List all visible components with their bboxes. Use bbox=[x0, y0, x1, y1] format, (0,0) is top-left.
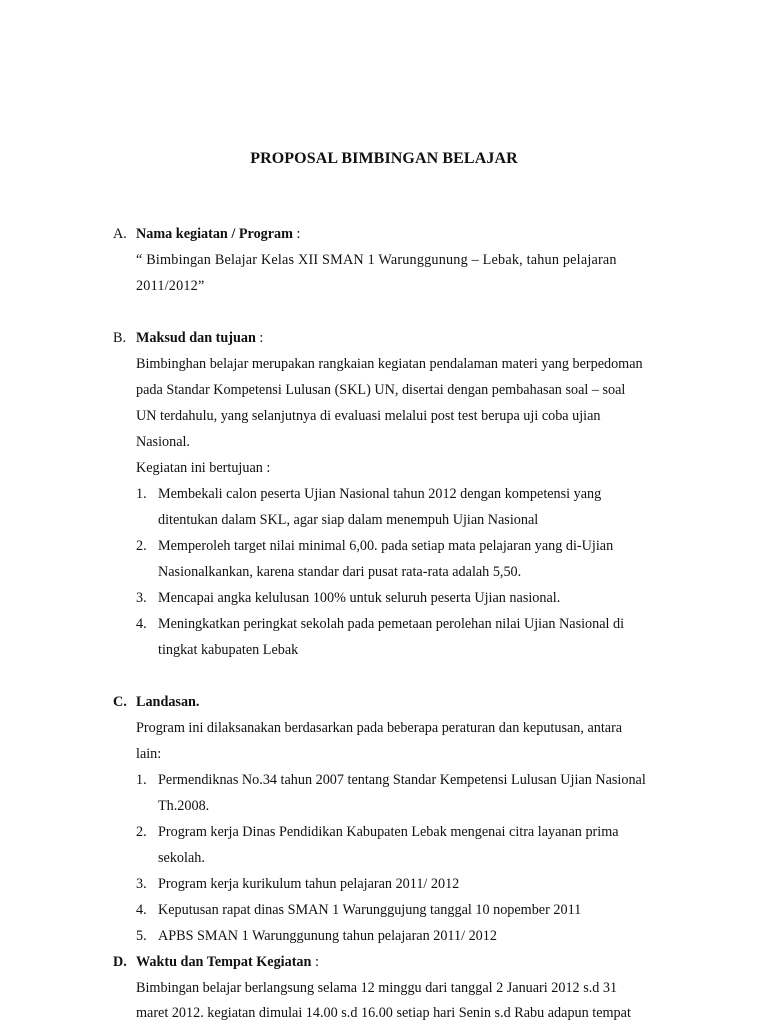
list-number: 2. bbox=[136, 538, 147, 554]
list-number: 4. bbox=[136, 616, 147, 632]
section-a-body-line: 2011/2012” bbox=[136, 278, 205, 294]
section-c-body-line: lain: bbox=[136, 746, 162, 762]
list-item-text: tingkat kabupaten Lebak bbox=[158, 642, 299, 658]
list-item-text: Membekali calon peserta Ujian Nasional tahun 2012 dengan kompetensi yang bbox=[158, 486, 602, 502]
section-d-heading: Waktu dan Tempat Kegiatan bbox=[136, 954, 312, 970]
list-number: 2. bbox=[136, 824, 147, 840]
section-a-heading-line bbox=[136, 224, 300, 244]
list-item-text: Nasionalkankan, karena standar dari pusat rata-rata adalah 5,50. bbox=[158, 564, 522, 580]
section-b-colon: : bbox=[255, 330, 264, 346]
section-d-letter: D. bbox=[113, 954, 127, 970]
list-item-text: ditentukan dalam SKL, agar siap dalam menempuh Ujian Nasional bbox=[158, 512, 539, 528]
section-b-heading-line bbox=[136, 328, 263, 348]
list-item-text: Memperoleh target nilai minimal 6,00. pada setiap mata pelajaran yang di-Ujian bbox=[158, 538, 614, 554]
section-b-body-line: Bimbinghan belajar merupakan rangkaian kegiatan pendalaman materi yang berpedoman bbox=[136, 356, 643, 372]
page-title: PROPOSAL BIMBINGAN BELAJAR bbox=[250, 150, 518, 167]
list-number: 4. bbox=[136, 902, 147, 918]
list-number: 1. bbox=[136, 772, 147, 788]
list-number: 3. bbox=[136, 590, 147, 606]
section-d-heading-line bbox=[136, 952, 319, 972]
section-c-heading: Landasan. bbox=[136, 694, 200, 710]
list-number: 1. bbox=[136, 486, 147, 502]
section-a-heading: Nama kegiatan / Program bbox=[136, 226, 293, 242]
list-number: 3. bbox=[136, 876, 147, 892]
list-item-text: Program kerja kurikulum tahun pelajaran 2011/ 2012 bbox=[158, 876, 460, 892]
section-b-body-line: Kegiatan ini bertujuan : bbox=[136, 460, 271, 476]
section-d-body-line: maret 2012. kegiatan dimulai 14.00 s.d 16.00 setiap hari Senin s.d Rabu adapun tempat bbox=[136, 1005, 631, 1021]
section-b-letter: B. bbox=[113, 330, 127, 346]
section-b-body-line: Nasional. bbox=[136, 434, 190, 450]
section-b-body-line: UN terdahulu, yang selanjutnya di evaluasi melalui post test berupa uji coba ujian bbox=[136, 408, 601, 424]
list-item-text: APBS SMAN 1 Warunggunung tahun pelajaran 2011/ 2012 bbox=[158, 928, 497, 944]
list-item-text: sekolah. bbox=[158, 850, 205, 866]
section-a-body-line: “ Bimbingan Belajar Kelas XII SMAN 1 Warunggunung – Lebak, tahun pelajaran bbox=[136, 252, 617, 268]
list-item-text: Mencapai angka kelulusan 100% untuk seluruh peserta Ujian nasional. bbox=[158, 590, 561, 606]
section-b-body-line: pada Standar Kompetensi Lulusan (SKL) UN, disertai dengan pembahasan soal – soal bbox=[136, 382, 626, 398]
list-item-text: Th.2008. bbox=[158, 798, 210, 814]
section-b-heading: Maksud dan tujuan bbox=[136, 330, 256, 346]
list-item-text: Program kerja Dinas Pendidikan Kabupaten Lebak mengenai citra layanan prima bbox=[158, 824, 619, 840]
list-number: 5. bbox=[136, 928, 147, 944]
section-d-body-line: Bimbingan belajar berlangsung selama 12 minggu dari tanggal 2 Januari 2012 s.d 31 bbox=[136, 980, 618, 996]
section-a-letter: A. bbox=[113, 226, 127, 242]
section-c-body-line: Program ini dilaksanakan berdasarkan pada beberapa peraturan dan keputusan, antara bbox=[136, 720, 623, 736]
list-item-text: Meningkatkan peringkat sekolah pada pemetaan perolehan nilai Ujian Nasional di bbox=[158, 616, 625, 632]
list-item-text: Keputusan rapat dinas SMAN 1 Warunggujung tanggal 10 nopember 2011 bbox=[158, 902, 582, 918]
list-item-text: Permendiknas No.34 tahun 2007 tentang Standar Kempetensi Lulusan Ujian Nasional bbox=[158, 772, 646, 788]
section-a-colon: : bbox=[292, 226, 301, 242]
section-d-colon: : bbox=[311, 954, 319, 970]
section-c-letter: C. bbox=[113, 694, 127, 710]
